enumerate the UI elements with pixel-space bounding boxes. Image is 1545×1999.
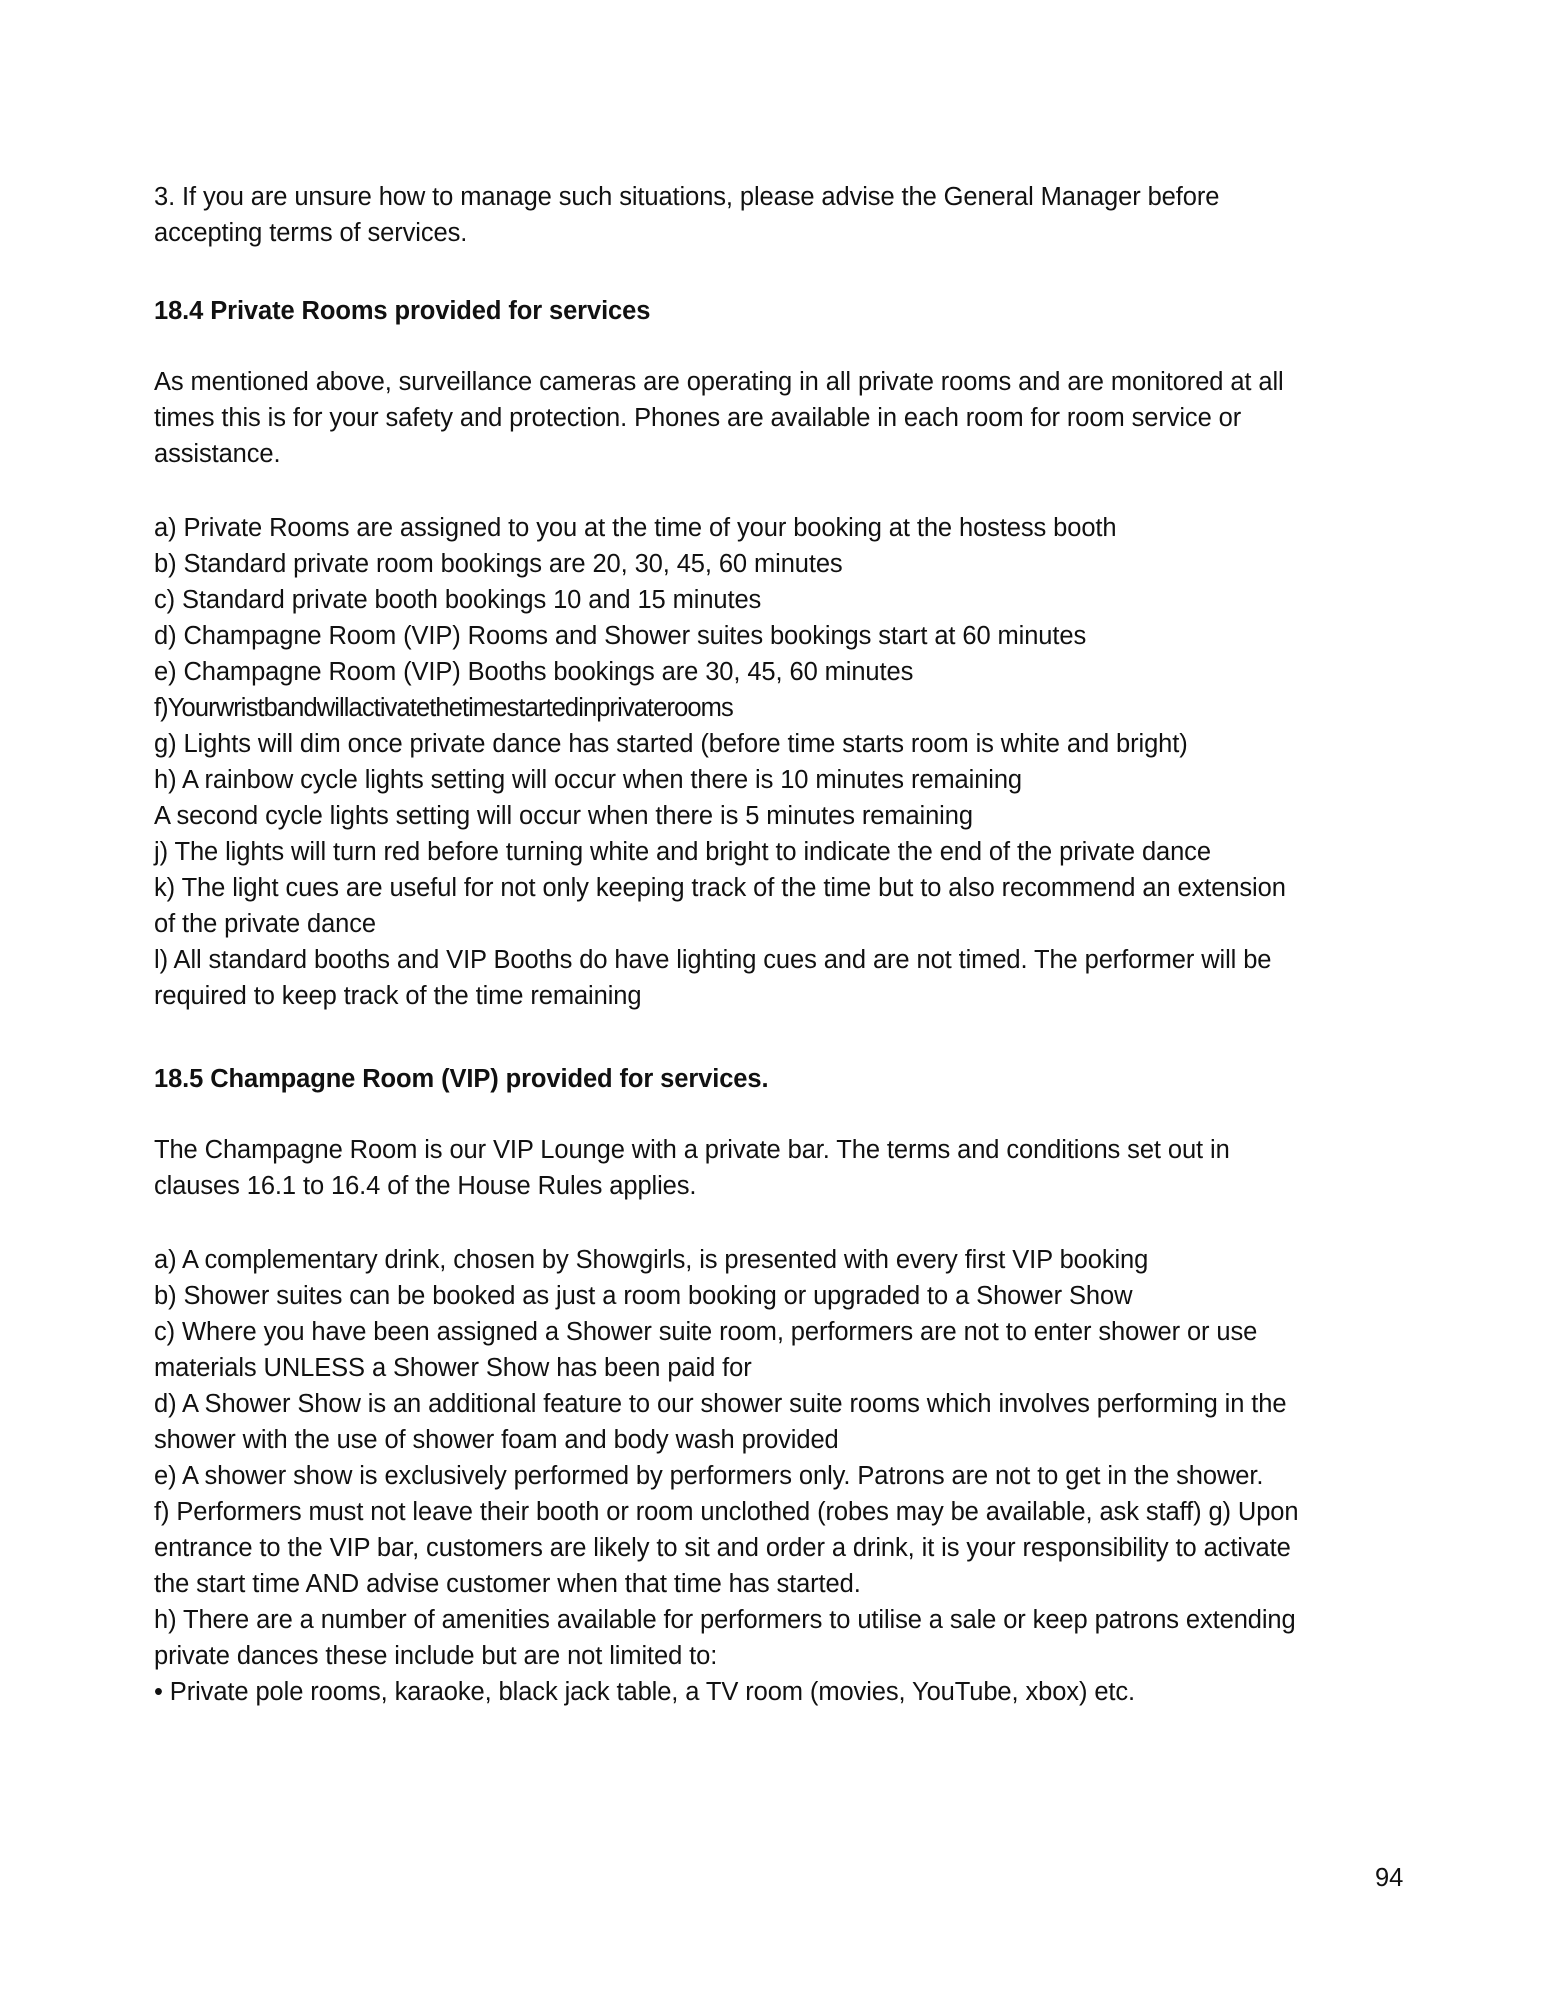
list-item: g) Lights will dim once private dance has started (before time starts room is white and bright) [154, 730, 1188, 758]
list-item: entrance to the VIP bar, customers are likely to sit and order a drink, it is your responsibility to activate [154, 1534, 1291, 1562]
intro-line: 3. If you are unsure how to manage such situations, please advise the General Manager before [154, 183, 1220, 211]
list-item: e) Champagne Room (VIP) Booths bookings are 30, 45, 60 minutes [154, 658, 914, 686]
paragraph-line: times this is for your safety and protection. Phones are available in each room for room service or [154, 404, 1242, 432]
list-item: j) The lights will turn red before turning white and bright to indicate the end of the private dance [154, 838, 1211, 866]
list-item: required to keep track of the time remaining [154, 982, 642, 1010]
list-item: d) A Shower Show is an additional feature to our shower suite rooms which involves performing in the [154, 1390, 1287, 1418]
list-item: h) There are a number of amenities available for performers to utilise a sale or keep patrons extending [154, 1606, 1296, 1634]
intro-line: accepting terms of services. [154, 219, 468, 247]
list-item: f)Yourwristbandwillactivatethetimestartedinprivaterooms [154, 694, 733, 722]
list-item: c) Where you have been assigned a Shower suite room, performers are not to enter shower or use [154, 1318, 1258, 1346]
paragraph-line: assistance. [154, 440, 281, 468]
page-number: 94 [1375, 1864, 1404, 1892]
list-item: k) The light cues are useful for not only keeping track of the time but to also recommend an extension [154, 874, 1286, 902]
list-item: c) Standard private booth bookings 10 and 15 minutes [154, 586, 762, 614]
section-heading-18-5: 18.5 Champagne Room (VIP) provided for services. [154, 1065, 769, 1093]
list-item: a) Private Rooms are assigned to you at the time of your booking at the hostess booth [154, 514, 1117, 542]
list-item: a) A complementary drink, chosen by Showgirls, is presented with every first VIP booking [154, 1246, 1149, 1274]
list-item: private dances these include but are not limited to: [154, 1642, 718, 1670]
list-item: f) Performers must not leave their booth or room unclothed (robes may be available, ask staff) g) Upon [154, 1498, 1299, 1526]
list-item: l) All standard booths and VIP Booths do have lighting cues and are not timed. The performer will be [154, 946, 1272, 974]
list-item: b) Shower suites can be booked as just a room booking or upgraded to a Shower Show [154, 1282, 1133, 1310]
list-item: h) A rainbow cycle lights setting will occur when there is 10 minutes remaining [154, 766, 1023, 794]
paragraph-line: The Champagne Room is our VIP Lounge with a private bar. The terms and conditions set out in [154, 1136, 1230, 1164]
list-item: A second cycle lights setting will occur when there is 5 minutes remaining [154, 802, 973, 830]
section-heading-18-4: 18.4 Private Rooms provided for services [154, 297, 651, 325]
list-item: shower with the use of shower foam and body wash provided [154, 1426, 839, 1454]
list-item: d) Champagne Room (VIP) Rooms and Shower suites bookings start at 60 minutes [154, 622, 1087, 650]
list-item: materials UNLESS a Shower Show has been paid for [154, 1354, 752, 1382]
paragraph-line: As mentioned above, surveillance cameras are operating in all private rooms and are monitored at all [154, 368, 1284, 396]
bullet-item: • Private pole rooms, karaoke, black jack table, a TV room (movies, YouTube, xbox) etc. [154, 1678, 1136, 1706]
list-item: of the private dance [154, 910, 376, 938]
list-item: the start time AND advise customer when that time has started. [154, 1570, 861, 1598]
paragraph-line: clauses 16.1 to 16.4 of the House Rules applies. [154, 1172, 697, 1200]
list-item: e) A shower show is exclusively performed by performers only. Patrons are not to get in the shower. [154, 1462, 1264, 1490]
list-item: b) Standard private room bookings are 20, 30, 45, 60 minutes [154, 550, 843, 578]
